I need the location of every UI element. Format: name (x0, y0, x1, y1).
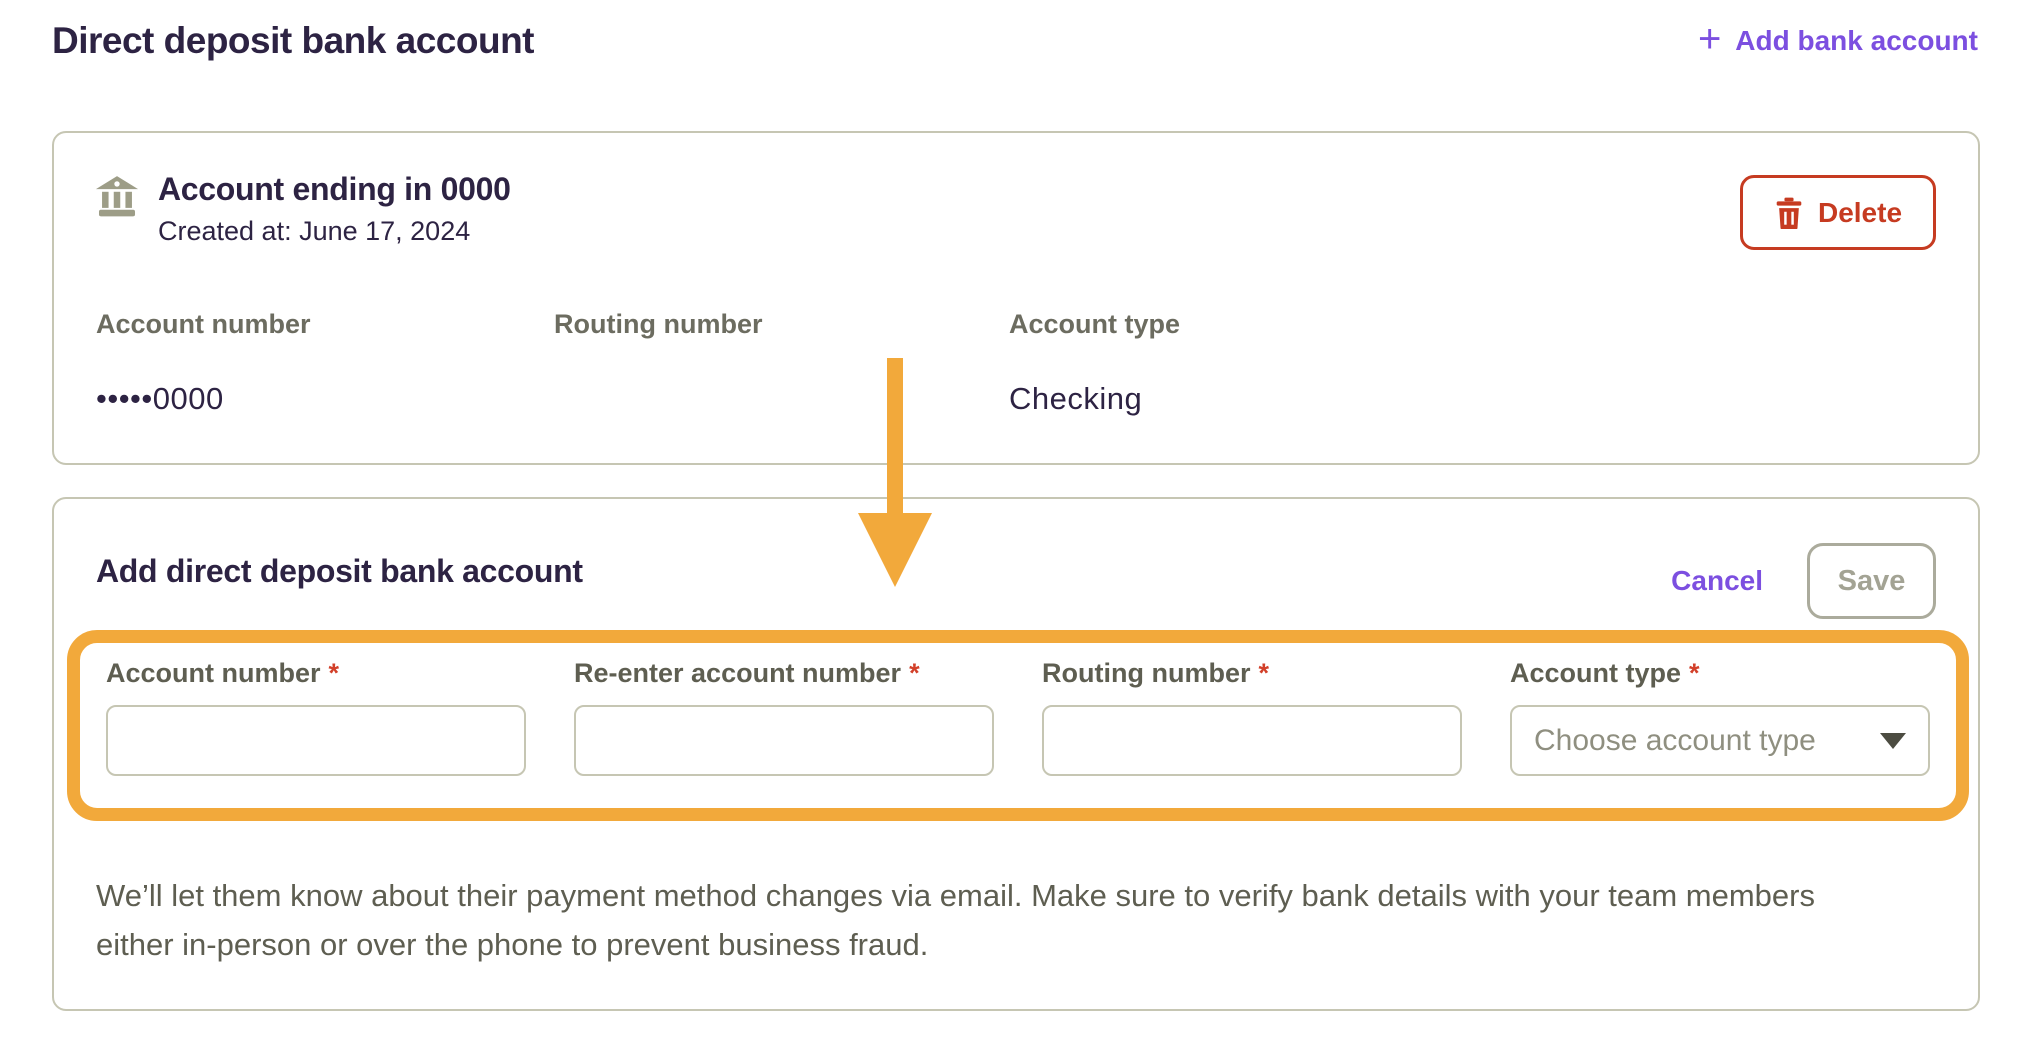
reenter-account-number-form-label-text: Re-enter account number (574, 658, 902, 688)
save-button[interactable]: Save (1807, 543, 1936, 619)
account-card-titles (158, 171, 511, 247)
page-header (52, 17, 1978, 62)
routing-number-form-label-text: Routing number (1042, 658, 1251, 688)
account-created-at: Created at: June 17, 2024 (158, 216, 471, 246)
delete-button[interactable] (1740, 175, 1936, 250)
routing-number-input[interactable] (1042, 705, 1462, 776)
add-bank-account-button[interactable] (1697, 17, 1978, 61)
add-account-actions (1671, 543, 1936, 619)
account-type-field (1510, 658, 1930, 808)
add-account-title: Add direct deposit bank account (96, 553, 583, 589)
account-number-label: Account number (96, 309, 311, 339)
account-card-header (94, 171, 511, 247)
account-number-form-label (106, 658, 526, 689)
existing-account-card (52, 131, 1980, 465)
account-number-form-label-text: Account number (106, 658, 321, 688)
account-type-placeholder: Choose account type (1534, 723, 1816, 757)
account-type-form-label-text: Account type (1510, 658, 1682, 688)
account-number-input[interactable] (106, 705, 526, 776)
routing-number-value (554, 381, 1009, 417)
account-card-title: Account ending in 0000 (158, 171, 511, 207)
bank-icon (94, 173, 140, 219)
reenter-account-number-form-label (574, 658, 994, 689)
account-type-value: Checking (1009, 381, 1143, 416)
reenter-account-number-field (574, 658, 994, 808)
routing-number-label: Routing number (554, 309, 763, 339)
routing-number-field (1042, 658, 1462, 808)
add-account-card (52, 497, 1980, 1011)
account-type-form-label (1510, 658, 1930, 689)
plus-icon: + (1697, 17, 1722, 61)
required-asterisk: * (1689, 658, 1700, 688)
account-type-select[interactable] (1510, 705, 1930, 776)
page-title: Direct deposit bank account (52, 20, 534, 61)
verification-note: We’ll let them know about their payment method changes via email. Make sure to verify bank details with your team members either in-person or over the phone to prevent business fraud. (96, 878, 1815, 962)
down-arrow-annotation (857, 358, 933, 593)
required-asterisk: * (1258, 658, 1269, 688)
delete-button-label: Delete (1817, 196, 1903, 228)
reenter-account-number-input[interactable] (574, 705, 994, 776)
chevron-down-icon (1880, 733, 1906, 749)
add-bank-account-label: Add bank account (1735, 25, 1978, 56)
account-number-value: •••••0000 (96, 381, 224, 416)
account-type-label: Account type (1009, 309, 1181, 339)
account-fields-values (96, 381, 1936, 417)
account-number-field (106, 658, 526, 808)
cancel-button[interactable]: Cancel (1671, 565, 1763, 596)
account-fields-labels (96, 309, 1936, 340)
required-asterisk: * (328, 658, 340, 688)
required-asterisk: * (909, 658, 920, 688)
routing-number-form-label (1042, 658, 1462, 689)
form-highlight-box (67, 630, 1969, 821)
trash-icon (1774, 197, 1804, 229)
